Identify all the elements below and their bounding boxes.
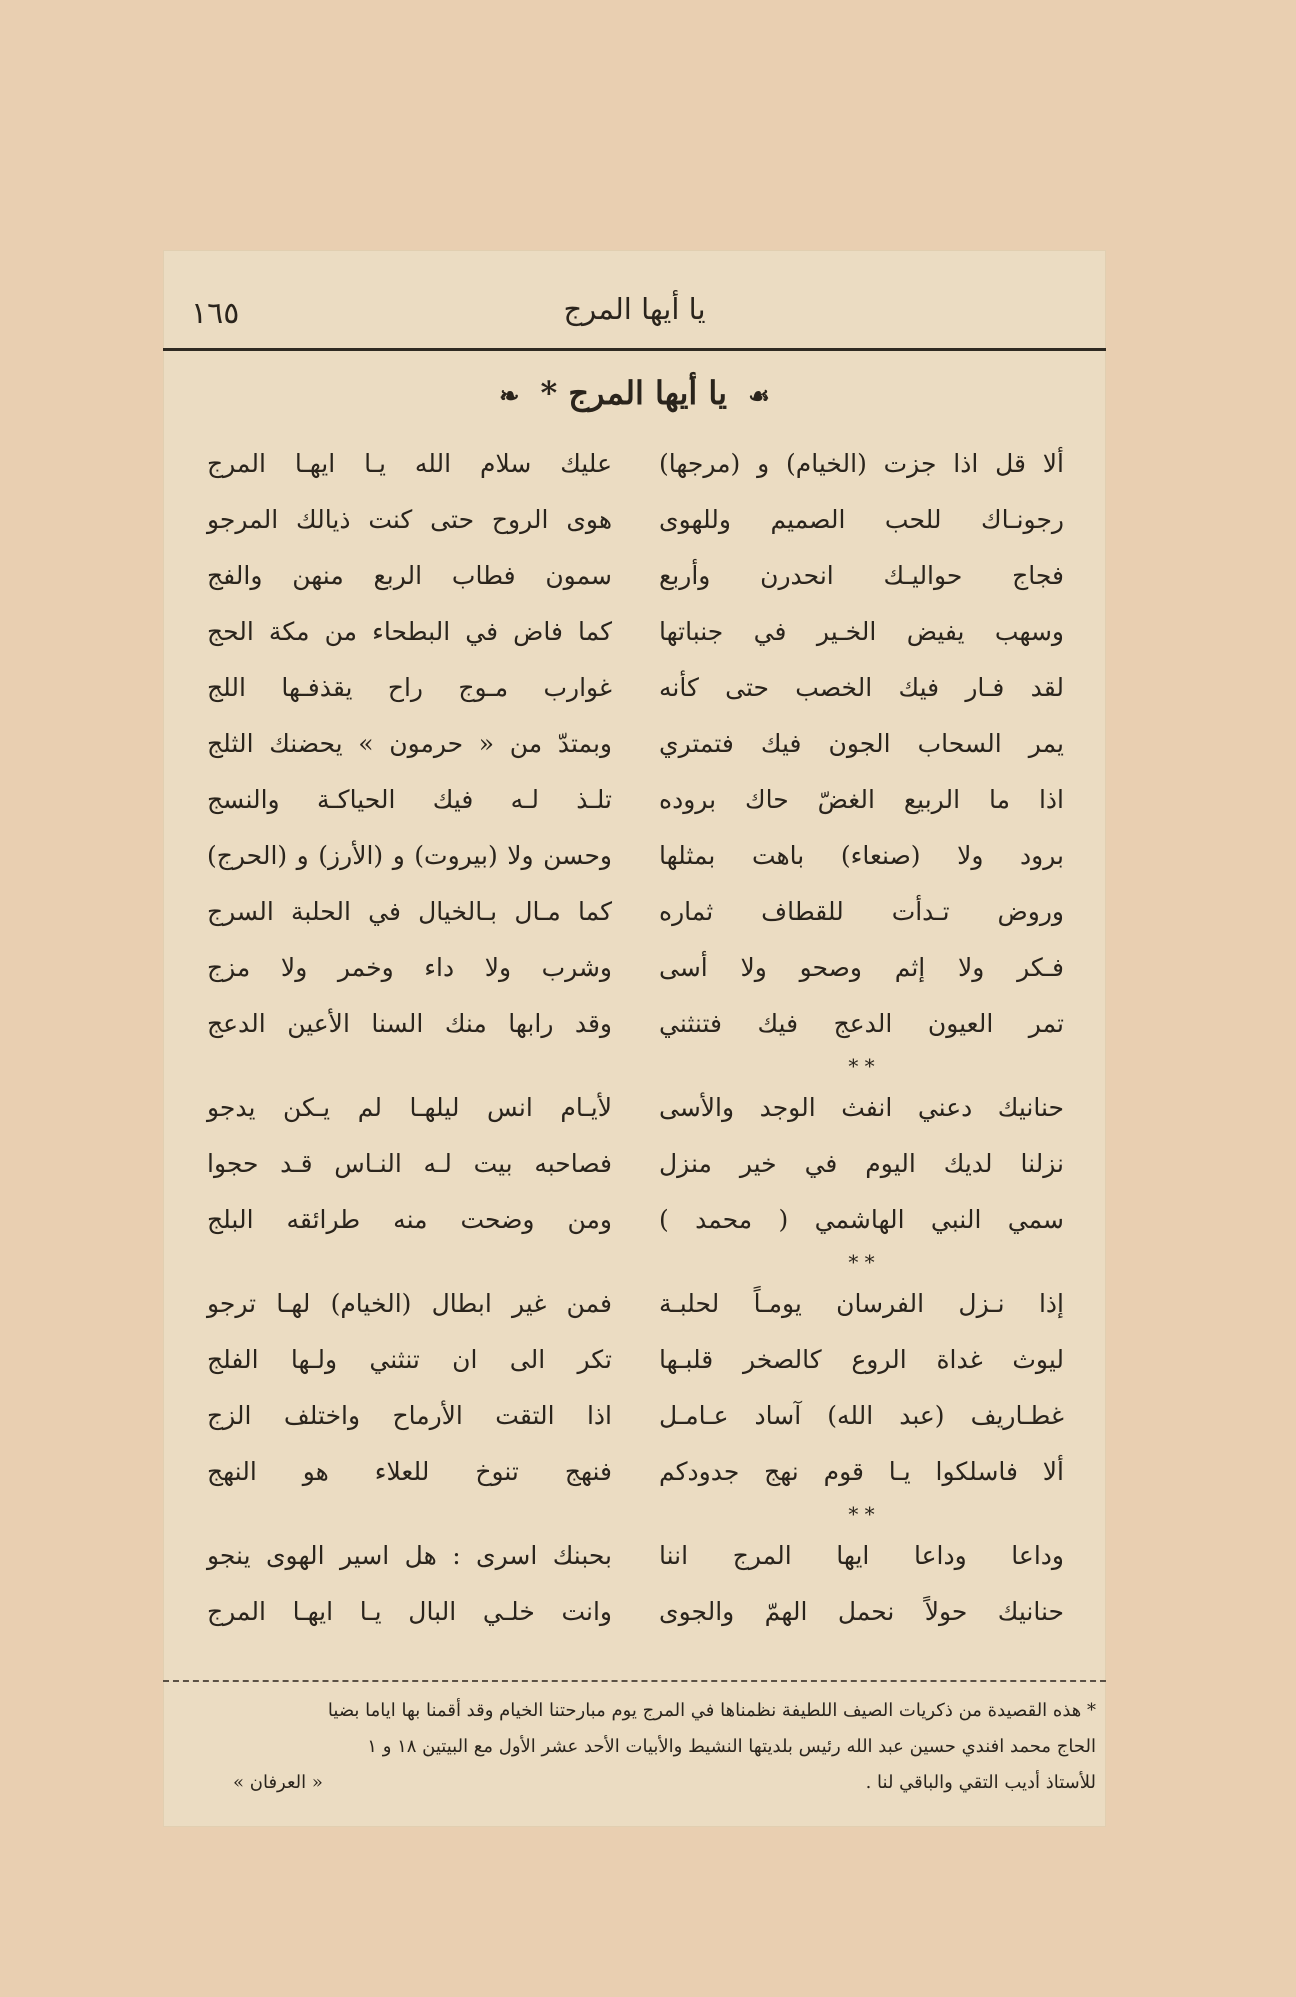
page-number: ١٦٥ [191, 296, 240, 331]
footnote [173, 1693, 1096, 1801]
poem-line: تلـذ لـه فيك الحياكـة والنسج [207, 785, 612, 814]
stanza-separator: * * [848, 1054, 875, 1078]
poem-line: وروض تـدأت للقطاف ثماره [659, 897, 1064, 926]
poem-line: فجاج حواليـك انحدرن وأربع [659, 561, 1064, 590]
poem-line: كما فاض في البطحاء من مكة الحج [207, 617, 612, 646]
poem-right-column [659, 436, 1064, 1640]
poem-line: غوارب مـوج راح يقذفـها اللج [207, 673, 612, 702]
poem-line: هوى الروح حتى كنت ذيالك المرجو [207, 505, 612, 534]
poem-line: حنانيك حولاً نحمل الهمّ والجوى [659, 1597, 1064, 1626]
poem-line: بحبنك اسرى : هل اسير الهوى ينجو [207, 1541, 612, 1570]
poem-line: وقد رابها منك السنا الأعين الدعج [207, 1009, 612, 1038]
poem-line: لقد فـار فيك الخصب حتى كأنه [659, 673, 1064, 702]
poem-line: رجونـاك للحب الصميم وللهوى [659, 505, 1064, 534]
poem-line: وحسن ولا (بيروت) و (الأرز) و (الحرج) [207, 841, 612, 870]
poem-line: برود ولا (صنعاء) باهت بمثلها [659, 841, 1064, 870]
poem-line: غطـاريف (عبد الله) آساد عـامـل [659, 1401, 1064, 1430]
poem-line: حنانيك دعني انفث الوجد والأسى [659, 1093, 1064, 1122]
poem-line: إذا نـزل الفرسان يومـاً لحلبـة [659, 1289, 1064, 1318]
poem-line: ألا فاسلكوا يـا قوم نهج جدودكم [659, 1457, 1064, 1486]
poem-line: وداعا وداعا ايها المرج اننا [659, 1541, 1064, 1570]
stanza-separator [207, 1248, 612, 1276]
stanza-separator: * * [848, 1250, 875, 1274]
footnote-signature: « العرفان » [233, 1772, 323, 1793]
running-title: يا أيها المرج [563, 292, 706, 326]
poem-line: وبمتدّ من « حرمون » يحضنك الثلج [207, 729, 612, 758]
footnote-line: للأستاذ أديب التقي والباقي لنا . [865, 1772, 1096, 1793]
book-page [163, 250, 1106, 1827]
poem-line: ليوث غداة الروع كالصخر قلبـها [659, 1345, 1064, 1374]
poem-line: اذا ما الربيع الغضّ حاك بروده [659, 785, 1064, 814]
poem-line: سمون فطاب الربع منهن والفج [207, 561, 612, 590]
poem-line: تمر العيون الدعج فيك فتنثني [659, 1009, 1064, 1038]
footnote-line: * هذه القصيدة من ذكريات الصيف اللطيفة نظمناها في المرج يوم مبارحتنا الخيام وقد أقمنا بها اياما بضيا [327, 1700, 1096, 1721]
poem-line: ألا قل اذا جزت (الخيام) و (مرجها) [659, 449, 1064, 478]
stanza-separator [207, 1500, 612, 1528]
poem-line: وسهب يفيض الخـير في جنباتها [659, 617, 1064, 646]
poem-line: كما مـال بـالخيال في الحلبة السرج [207, 897, 612, 926]
header-rule [163, 348, 1106, 351]
poem-line: سمي النبي الهاشمي ( محمد ) [659, 1205, 1064, 1234]
poem-line: يمر السحاب الجون فيك فتمتري [659, 729, 1064, 758]
running-header [163, 292, 1106, 336]
poem-title: يا أيها المرج * [540, 374, 728, 412]
poem-line: فـكر ولا إثم وصحو ولا أسى [659, 953, 1064, 982]
footnote-line: الحاج محمد افندي حسين عبد الله رئيس بلديتها النشيط والأبيات الأحد عشر الأول مع البيتين ١٨ و ١ [367, 1736, 1096, 1757]
poem-line: فنهج تنوخ للعلاء هو النهج [207, 1457, 612, 1486]
poem-title-block [163, 374, 1106, 412]
poem-line: ومن وضحت منه طرائقه البلج [207, 1205, 612, 1234]
poem-left-column [207, 436, 612, 1640]
poem-line: نزلنا لديك اليوم في خير منزل [659, 1149, 1064, 1178]
poem-line: اذا التقت الأرماح واختلف الزج [207, 1401, 612, 1430]
poem-line: لأيـام انس ليلهـا لم يـكن يدجو [207, 1093, 612, 1122]
ornament-left-icon: ❧ [499, 381, 520, 410]
stanza-separator: * * [848, 1502, 875, 1526]
poem-line: فصاحبه بيت لـه النـاس قـد حجوا [207, 1149, 612, 1178]
poem-line: وشرب ولا داء وخمر ولا مزج [207, 953, 612, 982]
stanza-separator [207, 1052, 612, 1080]
ornament-right-icon: ☙ [748, 381, 770, 410]
poem-line: وانت خلـي البال يـا ايهـا المرج [207, 1597, 612, 1626]
poem-line: عليك سلام الله يـا ايهـا المرج [207, 449, 612, 478]
poem-line: فمن غير ابطال (الخيام) لهـا ترجو [207, 1289, 612, 1318]
poem-line: تكر الى ان تنثني ولـها الفلج [207, 1345, 612, 1374]
footnote-rule [163, 1680, 1106, 1682]
